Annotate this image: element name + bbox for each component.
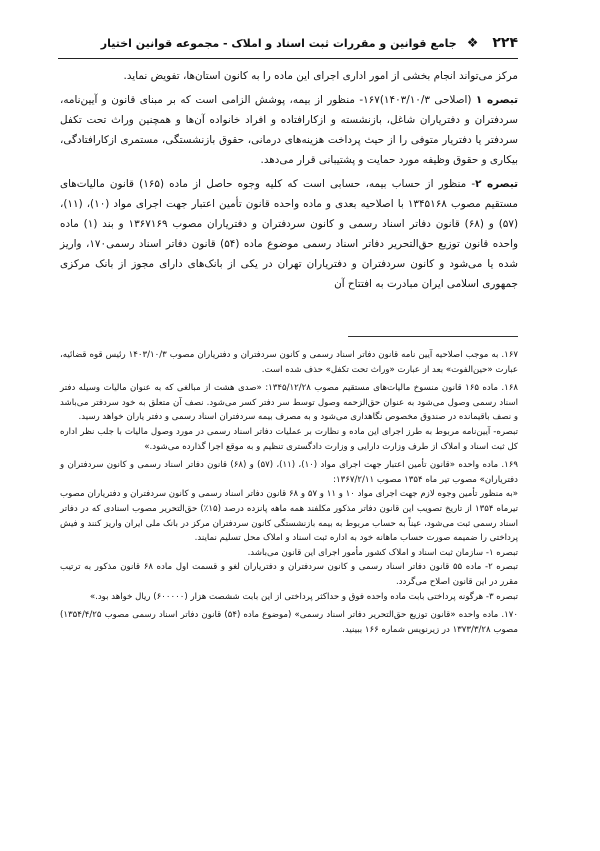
- paragraph-note-2: [60, 174, 518, 294]
- note-2-text: - منظور از حساب بیمه، حسابی است که کلیه وجوه حاصل از ماده (۱۶۵) قانون مالیات‌های مستقیم مصوب ۱۳۴۵۱۶۸ با اصلاحیه بعدی و ماده واحده قانون تأمین اعتبار جهت اجرای مواد (۱۰)، (۱۱)، (۵۷) و (۶۸) قانون دفاتر اسناد رسمی و کانون سردفتران و دفتریاران مصوب ۱۳۶۷۱۶۹ و بند (۱) ماده واحده قانون توزیع حق‌التحریر دفاتر اسناد رسمی موضوع ماده (۵۴) قانون دفاتر اسناد رسمی۱۷۰، واریز شده یا می‌شود و کانون سردفتران و دفتریاران تهران در یکی از بانک‌های دارای مجوز از بانک مرکزی جمهوری اسلامی ایران مبادرت به افتتاح آن: [60, 178, 518, 290]
- diamond-ornament-icon: ❖: [466, 35, 479, 51]
- footnote-169: ۱۶۹. ماده واحده «قانون تأمین اعتبار جهت اجرای مواد (۱۰)، (۱۱)، (۵۷) و (۶۸) قانون دفاتر اسناد رسمی و کانون سردفتران و دفتریاران» مصوب تیر ماه ۱۳۵۴ مصوب ۱۳۶۷/۲/۱۱:: [60, 460, 518, 485]
- paragraph-1: مرکز می‌تواند انجام بخشی از امور اداری اجرای این ماده را به کانون استان‌ها، تفویض نماید.: [123, 70, 518, 82]
- footnote-169-note-1: تبصره ۱- سازمان ثبت اسناد و املاک کشور مأمور اجرای این قانون می‌باشد.: [247, 547, 518, 558]
- footnote-169-note-3: تبصره ۳- هرگونه پرداختی بابت ماده واحده فوق و حداکثر پرداختی از این بابت ششصت هزار (۶۰۰۰۰۰) ریال خواهد بود.»: [89, 591, 518, 602]
- footnote-168-note: تبصره- آیین‌نامه مربوط به طرز اجرای این ماده و نظارت بر عملیات دفاتر اسناد رسمی در مورد وصول مالیات با جلب نظر اداره کل ثبت اسناد و املاک از طرف وزارت دارایی و وزارت دادگستری تنظیم و به موقع اجرا گذارده می‌شود.»: [60, 426, 518, 452]
- note-2-label: تبصره ۲: [475, 178, 518, 190]
- footnote-169-text: «به منظور تأمین وجوه لازم جهت اجرای مواد ۱۰ و ۱۱ و ۵۷ و ۶۸ قانون دفاتر اسناد رسمی و کانون سردفتران و دفتریاران مصوب تیرماه ۱۳۵۴ از تاریخ تصویب این قانون دفاتر مذکور مکلفند همه ماهه پانزده درصد (۱۵٪) حق‌التحریر مصوب اسنادی که در دفاتر اسناد رسمی ثبت می‌شود، عیناً به حساب مربوط به بیمه بازنشستگی کانون سردفتران مرکز در بانک ملی ایران واریز کنند و فیش پرداختی را ضمیمه صورت حساب ماهانه خود به اداره ثبت اسناد و املاک محل تسلیم نمایند.: [60, 489, 518, 544]
- note-1-label: تبصره ۱: [475, 94, 518, 106]
- paragraph-note-1: [60, 90, 518, 170]
- footnote-167: ۱۶۷. به موجب اصلاحیه آیین نامه قانون دفاتر اسناد رسمی و کانون سردفتران و دفتریاران مصوب ۱۴۰۳/۱۰/۳ رئیس قوه قضائیه، عبارت «حین‌الفوت» بعد از عبارت «وراث تحت تکفل» حذف شده است.: [60, 350, 518, 375]
- footnote-169-note-2: تبصره ۲- ماده ۵۵ قانون دفاتر اسناد رسمی و کانون سردفتران و دفتریاران لغو و قسمت اول ماده ۶۸ قانون مذکور به ترتیب مقرر در این قانون اصلاح می‌گردد.: [60, 562, 518, 587]
- note-1-text: (اصلاحی ۱۴۰۳/۱۰/۳)۱۶۷- منظور از بیمه، پوشش الزامی است که بر مبنای قانون و آیین‌نامه، سردفتران و دفتریاران شاغل، بازنشسته و ازکارافتاده و افراد خانواده آن‌ها و همچنین وراث تحت تکفل سردفتر یا دفتریار متوفی را از حیث پرداخت هزینه‌های درمانی، حقوق بازنشستگی، مستمری ازکارافتادگی، بیکاری و حقوق وظیفه مورد حمایت و پشتیبانی قرار می‌دهد.: [60, 94, 518, 166]
- main-text: [60, 66, 518, 294]
- footnote-170: ۱۷۰. ماده واحده «قانون توزیع حق‌التحریر دفاتر اسناد رسمی» (موضوع ماده (۵۴) قانون دفاتر اسناد رسمی مصوب ۱۳۵۴/۴/۲۵) مصوب ۱۳۷۳/۳/۲۸ در زیرنویس شماره ۱۶۶ ببینید.: [60, 610, 518, 635]
- page-header: [58, 33, 518, 53]
- footnote-divider: [348, 336, 518, 337]
- page-number: ۲۲۴: [492, 35, 518, 51]
- footnote-168: ۱۶۸. ماده ۱۶۵ قانون منسوخ مالیات‌های مستقیم مصوب ۱۳۴۵/۱۲/۲۸: «صدی هشت از مبالغی که به عنوان مالیات وسیله دفتر اسناد رسمی وصول می‌شود به عنوان حق‌الزحمه وصول توسط سر دفتر کسر می‌شود. نصف آن متعلق به خود سردفتر می‌باشد و نصف باقیمانده در صندوق مخصوص نگاهداری می‌شود و به مصرف بیمه سردفتران اسناد رسمی و دفتر یاران خواهد رسید.: [60, 383, 518, 423]
- footnotes: [60, 348, 518, 637]
- header-divider: [58, 58, 518, 59]
- header-title: جامع قوانین و مقررات ثبت اسناد و املاک - مجموعه قوانین اختیار: [100, 36, 457, 50]
